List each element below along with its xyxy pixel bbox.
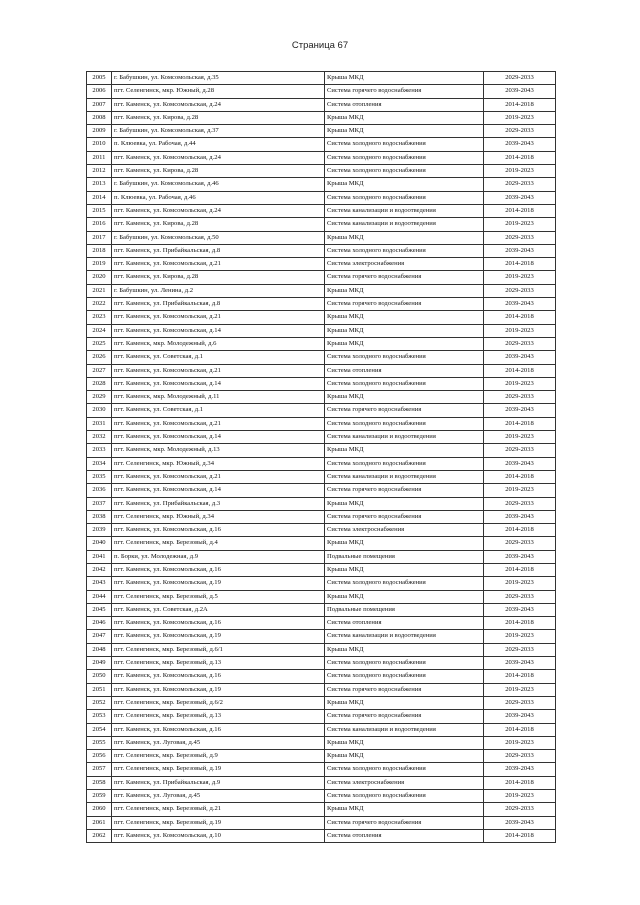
row-address: пгт. Селенгинск, мкр. Березовый, д.13 xyxy=(112,710,325,723)
row-system: Система холодного водоснабжения xyxy=(325,790,484,803)
row-number: 2026 xyxy=(87,351,112,364)
table-row xyxy=(87,377,556,390)
table-row xyxy=(87,617,556,630)
row-period: 2014-2018 xyxy=(484,258,556,271)
row-system: Крыша МКД xyxy=(325,497,484,510)
row-address: пгт. Каменск, ул. Советская, д.1 xyxy=(112,404,325,417)
table-row xyxy=(87,577,556,590)
table-row xyxy=(87,497,556,510)
table-row xyxy=(87,218,556,231)
row-period: 2029-2033 xyxy=(484,444,556,457)
row-address: пгт. Каменск, ул. Прибайкальская, д.9 xyxy=(112,776,325,789)
row-number: 2059 xyxy=(87,790,112,803)
table-row xyxy=(87,165,556,178)
row-address: г. Бабушкин, ул. Комсомольская, д.37 xyxy=(112,125,325,138)
row-address: пгт. Каменск, ул. Кирова, д.28 xyxy=(112,111,325,124)
row-number: 2055 xyxy=(87,736,112,749)
row-address: пгт. Каменск, ул. Кирова, д.28 xyxy=(112,218,325,231)
row-number: 2057 xyxy=(87,763,112,776)
row-number: 2011 xyxy=(87,151,112,164)
row-address: п. Клюевка, ул. Рабочая, д.46 xyxy=(112,191,325,204)
row-system: Крыша МКД xyxy=(325,391,484,404)
row-system: Система электроснабжения xyxy=(325,776,484,789)
row-system: Крыша МКД xyxy=(325,111,484,124)
row-number: 2018 xyxy=(87,244,112,257)
row-system: Крыша МКД xyxy=(325,324,484,337)
row-system: Система холодного водоснабжения xyxy=(325,377,484,390)
table-row xyxy=(87,723,556,736)
row-number: 2048 xyxy=(87,643,112,656)
row-system: Система холодного водоснабжения xyxy=(325,457,484,470)
row-address: пгт. Каменск, ул. Комсомольская, д.10 xyxy=(112,829,325,842)
row-address: пгт. Селенгинск, мкр. Южный, д.34 xyxy=(112,510,325,523)
table-row xyxy=(87,85,556,98)
row-number: 2010 xyxy=(87,138,112,151)
table-row xyxy=(87,563,556,576)
row-number: 2041 xyxy=(87,550,112,563)
row-period: 2014-2018 xyxy=(484,470,556,483)
table-row xyxy=(87,271,556,284)
row-period: 2019-2023 xyxy=(484,577,556,590)
row-system: Система отопления xyxy=(325,617,484,630)
row-address: п. Борки, ул. Молодежная, д.9 xyxy=(112,550,325,563)
registry-table xyxy=(86,71,556,843)
row-system: Система отопления xyxy=(325,364,484,377)
row-number: 2017 xyxy=(87,231,112,244)
row-address: пгт. Каменск, ул. Прибайкальская, д.8 xyxy=(112,244,325,257)
row-system: Система холодного водоснабжения xyxy=(325,417,484,430)
row-period: 2039-2043 xyxy=(484,457,556,470)
row-address: пгт. Селенгинск, мкр. Березовый, д.4 xyxy=(112,537,325,550)
table-row xyxy=(87,72,556,85)
row-period: 2019-2023 xyxy=(484,377,556,390)
row-number: 2019 xyxy=(87,258,112,271)
table-row xyxy=(87,191,556,204)
row-number: 2012 xyxy=(87,165,112,178)
row-period: 2039-2043 xyxy=(484,603,556,616)
row-address: п. Клюевка, ул. Рабочая, д.44 xyxy=(112,138,325,151)
table-row xyxy=(87,431,556,444)
row-address: пгт. Каменск, ул. Комсомольская, д.24 xyxy=(112,98,325,111)
table-row xyxy=(87,816,556,829)
row-address: пгт. Каменск, ул. Советская, д.2А xyxy=(112,603,325,616)
row-system: Система горячего водоснабжения xyxy=(325,510,484,523)
row-number: 2047 xyxy=(87,630,112,643)
row-address: пгт. Каменск, ул. Комсомольская, д.21 xyxy=(112,364,325,377)
row-period: 2039-2043 xyxy=(484,298,556,311)
row-number: 2062 xyxy=(87,829,112,842)
row-period: 2039-2043 xyxy=(484,710,556,723)
table-row xyxy=(87,457,556,470)
row-number: 2056 xyxy=(87,750,112,763)
row-number: 2046 xyxy=(87,617,112,630)
row-system: Система отопления xyxy=(325,829,484,842)
row-system: Система холодного водоснабжения xyxy=(325,191,484,204)
row-period: 2039-2043 xyxy=(484,191,556,204)
table-row xyxy=(87,803,556,816)
row-system: Система холодного водоснабжения xyxy=(325,763,484,776)
row-address: пгт. Каменск, ул. Комсомольская, д.14 xyxy=(112,324,325,337)
row-number: 2039 xyxy=(87,524,112,537)
registry-table-body xyxy=(87,72,556,843)
row-address: пгт. Каменск, ул. Комсомольская, д.21 xyxy=(112,311,325,324)
row-address: пгт. Селенгинск, мкр. Березовый, д.6/1 xyxy=(112,643,325,656)
row-number: 2008 xyxy=(87,111,112,124)
row-system: Система канализации и водоотведения xyxy=(325,470,484,483)
table-row xyxy=(87,151,556,164)
row-number: 2034 xyxy=(87,457,112,470)
row-address: пгт. Каменск, ул. Советская, д.1 xyxy=(112,351,325,364)
table-row xyxy=(87,298,556,311)
row-system: Система холодного водоснабжения xyxy=(325,244,484,257)
row-address: пгт. Каменск, ул. Кирова, д.28 xyxy=(112,271,325,284)
table-row xyxy=(87,643,556,656)
row-number: 2040 xyxy=(87,537,112,550)
row-period: 2014-2018 xyxy=(484,563,556,576)
row-period: 2039-2043 xyxy=(484,404,556,417)
row-period: 2014-2018 xyxy=(484,151,556,164)
row-system: Крыша МКД xyxy=(325,643,484,656)
row-period: 2019-2023 xyxy=(484,431,556,444)
row-period: 2039-2043 xyxy=(484,550,556,563)
row-period: 2029-2033 xyxy=(484,750,556,763)
row-address: пгт. Селенгинск, мкр. Березовый, д.21 xyxy=(112,803,325,816)
row-period: 2029-2033 xyxy=(484,72,556,85)
table-row xyxy=(87,258,556,271)
row-system: Крыша МКД xyxy=(325,284,484,297)
row-number: 2030 xyxy=(87,404,112,417)
table-row xyxy=(87,590,556,603)
row-period: 2039-2043 xyxy=(484,138,556,151)
table-row xyxy=(87,231,556,244)
row-number: 2038 xyxy=(87,510,112,523)
row-address: пгт. Каменск, мкр. Молодежный, д.6 xyxy=(112,337,325,350)
row-period: 2014-2018 xyxy=(484,98,556,111)
row-address: пгт. Каменск, ул. Комсомольская, д.14 xyxy=(112,377,325,390)
row-system: Система холодного водоснабжения xyxy=(325,577,484,590)
row-address: пгт. Каменск, ул. Комсомольская, д.16 xyxy=(112,563,325,576)
row-number: 2021 xyxy=(87,284,112,297)
row-address: пгт. Каменск, ул. Луговая, д.45 xyxy=(112,736,325,749)
row-address: пгт. Селенгинск, мкр. Березовый, д.19 xyxy=(112,763,325,776)
row-period: 2014-2018 xyxy=(484,417,556,430)
row-system: Система канализации и водоотведения xyxy=(325,431,484,444)
table-row xyxy=(87,98,556,111)
table-row xyxy=(87,657,556,670)
row-system: Система горячего водоснабжения xyxy=(325,710,484,723)
row-address: г. Бабушкин, ул. Комсомольская, д.35 xyxy=(112,72,325,85)
row-address: пгт. Каменск, ул. Прибайкальская, д.8 xyxy=(112,298,325,311)
row-number: 2024 xyxy=(87,324,112,337)
row-number: 2029 xyxy=(87,391,112,404)
row-number: 2060 xyxy=(87,803,112,816)
row-address: пгт. Каменск, ул. Комсомольская, д.21 xyxy=(112,417,325,430)
row-number: 2049 xyxy=(87,657,112,670)
row-number: 2037 xyxy=(87,497,112,510)
row-period: 2019-2023 xyxy=(484,683,556,696)
row-address: пгт. Селенгинск, мкр. Березовый, д.19 xyxy=(112,816,325,829)
table-row xyxy=(87,138,556,151)
row-address: пгт. Селенгинск, мкр. Березовый, д.6/2 xyxy=(112,696,325,709)
row-period: 2014-2018 xyxy=(484,670,556,683)
table-row xyxy=(87,537,556,550)
row-address: пгт. Каменск, ул. Комсомольская, д.21 xyxy=(112,470,325,483)
row-period: 2029-2033 xyxy=(484,497,556,510)
row-address: пгт. Селенгинск, мкр. Березовый, д.9 xyxy=(112,750,325,763)
row-address: пгт. Селенгинск, мкр. Южный, д.34 xyxy=(112,457,325,470)
row-system: Крыша МКД xyxy=(325,736,484,749)
row-number: 2020 xyxy=(87,271,112,284)
row-address: пгт. Каменск, ул. Комсомольская, д.16 xyxy=(112,617,325,630)
row-system: Крыша МКД xyxy=(325,590,484,603)
row-system: Подвальные помещения xyxy=(325,550,484,563)
row-number: 2005 xyxy=(87,72,112,85)
row-number: 2035 xyxy=(87,470,112,483)
row-system: Система горячего водоснабжения xyxy=(325,404,484,417)
row-number: 2014 xyxy=(87,191,112,204)
row-system: Крыша МКД xyxy=(325,444,484,457)
row-address: пгт. Каменск, ул. Комсомольская, д.19 xyxy=(112,630,325,643)
row-system: Крыша МКД xyxy=(325,178,484,191)
row-address: пгт. Каменск, ул. Луговая, д.45 xyxy=(112,790,325,803)
table-row xyxy=(87,696,556,709)
row-period: 2039-2043 xyxy=(484,657,556,670)
row-system: Крыша МКД xyxy=(325,72,484,85)
row-period: 2029-2033 xyxy=(484,337,556,350)
table-row xyxy=(87,603,556,616)
row-system: Крыша МКД xyxy=(325,750,484,763)
row-period: 2014-2018 xyxy=(484,776,556,789)
row-period: 2019-2023 xyxy=(484,630,556,643)
row-number: 2031 xyxy=(87,417,112,430)
row-period: 2014-2018 xyxy=(484,617,556,630)
row-period: 2014-2018 xyxy=(484,829,556,842)
row-system: Система горячего водоснабжения xyxy=(325,816,484,829)
row-period: 2014-2018 xyxy=(484,311,556,324)
row-address: пгт. Каменск, мкр. Молодежный, д.11 xyxy=(112,391,325,404)
row-system: Крыша МКД xyxy=(325,537,484,550)
table-row xyxy=(87,417,556,430)
row-period: 2039-2043 xyxy=(484,816,556,829)
row-address: г. Бабушкин, ул. Комсомольская, д.50 xyxy=(112,231,325,244)
row-number: 2028 xyxy=(87,377,112,390)
row-number: 2025 xyxy=(87,337,112,350)
table-row xyxy=(87,736,556,749)
row-period: 2014-2018 xyxy=(484,364,556,377)
row-period: 2019-2023 xyxy=(484,790,556,803)
row-number: 2036 xyxy=(87,484,112,497)
row-system: Крыша МКД xyxy=(325,337,484,350)
row-system: Крыша МКД xyxy=(325,231,484,244)
row-period: 2014-2018 xyxy=(484,524,556,537)
row-number: 2052 xyxy=(87,696,112,709)
row-period: 2029-2033 xyxy=(484,178,556,191)
row-period: 2029-2033 xyxy=(484,284,556,297)
row-number: 2009 xyxy=(87,125,112,138)
row-period: 2019-2023 xyxy=(484,484,556,497)
row-address: пгт. Каменск, ул. Комсомольская, д.14 xyxy=(112,431,325,444)
row-system: Подвальные помещения xyxy=(325,603,484,616)
row-address: пгт. Каменск, ул. Кирова, д.28 xyxy=(112,165,325,178)
row-system: Система холодного водоснабжения xyxy=(325,351,484,364)
table-row xyxy=(87,750,556,763)
table-row xyxy=(87,776,556,789)
table-row xyxy=(87,111,556,124)
row-period: 2019-2023 xyxy=(484,218,556,231)
row-system: Система горячего водоснабжения xyxy=(325,298,484,311)
row-period: 2019-2023 xyxy=(484,736,556,749)
row-system: Система электроснабжения xyxy=(325,258,484,271)
table-row xyxy=(87,484,556,497)
table-row xyxy=(87,204,556,217)
row-number: 2033 xyxy=(87,444,112,457)
row-period: 2019-2023 xyxy=(484,165,556,178)
row-number: 2058 xyxy=(87,776,112,789)
row-period: 2029-2033 xyxy=(484,537,556,550)
row-number: 2013 xyxy=(87,178,112,191)
row-period: 2039-2043 xyxy=(484,85,556,98)
row-system: Крыша МКД xyxy=(325,696,484,709)
table-row xyxy=(87,763,556,776)
row-address: пгт. Селенгинск, мкр. Березовый, д.5 xyxy=(112,590,325,603)
row-address: пгт. Каменск, мкр. Молодежный, д.13 xyxy=(112,444,325,457)
row-address: пгт. Каменск, ул. Комсомольская, д.16 xyxy=(112,723,325,736)
row-number: 2050 xyxy=(87,670,112,683)
row-period: 2014-2018 xyxy=(484,723,556,736)
row-period: 2039-2043 xyxy=(484,510,556,523)
row-number: 2023 xyxy=(87,311,112,324)
row-period: 2019-2023 xyxy=(484,111,556,124)
row-system: Система холодного водоснабжения xyxy=(325,165,484,178)
row-system: Система электроснабжения xyxy=(325,524,484,537)
row-system: Система холодного водоснабжения xyxy=(325,670,484,683)
table-row xyxy=(87,524,556,537)
row-number: 2054 xyxy=(87,723,112,736)
page-title: Страница 67 xyxy=(291,40,349,51)
table-row xyxy=(87,364,556,377)
row-number: 2027 xyxy=(87,364,112,377)
row-system: Крыша МКД xyxy=(325,563,484,576)
table-row xyxy=(87,630,556,643)
row-period: 2029-2033 xyxy=(484,231,556,244)
table-row xyxy=(87,125,556,138)
table-row xyxy=(87,670,556,683)
row-system: Крыша МКД xyxy=(325,311,484,324)
row-address: пгт. Каменск, ул. Комсомольская, д.24 xyxy=(112,151,325,164)
row-system: Система холодного водоснабжения xyxy=(325,151,484,164)
row-number: 2043 xyxy=(87,577,112,590)
row-period: 2014-2018 xyxy=(484,204,556,217)
row-address: пгт. Каменск, ул. Комсомольская, д.16 xyxy=(112,670,325,683)
row-number: 2044 xyxy=(87,590,112,603)
table-row xyxy=(87,444,556,457)
row-system: Система канализации и водоотведения xyxy=(325,723,484,736)
row-number: 2007 xyxy=(87,98,112,111)
table-row xyxy=(87,470,556,483)
row-address: г. Бабушкин, ул. Комсомольская, д.46 xyxy=(112,178,325,191)
row-address: пгт. Каменск, ул. Прибайкальская, д.3 xyxy=(112,497,325,510)
table-row xyxy=(87,351,556,364)
table-row xyxy=(87,311,556,324)
row-address: пгт. Селенгинск, мкр. Южный, д.28 xyxy=(112,85,325,98)
row-system: Система горячего водоснабжения xyxy=(325,271,484,284)
row-system: Система канализации и водоотведения xyxy=(325,204,484,217)
row-system: Система горячего водоснабжения xyxy=(325,484,484,497)
row-period: 2039-2043 xyxy=(484,351,556,364)
table-row xyxy=(87,710,556,723)
row-address: пгт. Каменск, ул. Комсомольская, д.24 xyxy=(112,204,325,217)
row-number: 2006 xyxy=(87,85,112,98)
row-number: 2022 xyxy=(87,298,112,311)
row-period: 2029-2033 xyxy=(484,803,556,816)
row-address: г. Бабушкин, ул. Ленина, д.2 xyxy=(112,284,325,297)
row-system: Система горячего водоснабжения xyxy=(325,85,484,98)
row-address: пгт. Селенгинск, мкр. Березовый, д.13 xyxy=(112,657,325,670)
table-row xyxy=(87,790,556,803)
row-period: 2029-2033 xyxy=(484,590,556,603)
row-number: 2015 xyxy=(87,204,112,217)
row-number: 2016 xyxy=(87,218,112,231)
table-row xyxy=(87,404,556,417)
row-period: 2039-2043 xyxy=(484,763,556,776)
row-system: Система отопления xyxy=(325,98,484,111)
row-period: 2029-2033 xyxy=(484,643,556,656)
row-period: 2039-2043 xyxy=(484,244,556,257)
table-row xyxy=(87,178,556,191)
table-row xyxy=(87,337,556,350)
row-period: 2019-2023 xyxy=(484,324,556,337)
row-system: Система холодного водоснабжения xyxy=(325,657,484,670)
row-number: 2032 xyxy=(87,431,112,444)
row-system: Крыша МКД xyxy=(325,803,484,816)
table-row xyxy=(87,391,556,404)
row-number: 2051 xyxy=(87,683,112,696)
table-row xyxy=(87,244,556,257)
row-system: Система канализации и водоотведения xyxy=(325,630,484,643)
row-system: Крыша МКД xyxy=(325,125,484,138)
row-system: Система канализации и водоотведения xyxy=(325,218,484,231)
row-number: 2061 xyxy=(87,816,112,829)
row-period: 2029-2033 xyxy=(484,696,556,709)
row-system: Система горячего водоснабжения xyxy=(325,683,484,696)
table-row xyxy=(87,683,556,696)
row-address: пгт. Каменск, ул. Комсомольская, д.19 xyxy=(112,577,325,590)
table-row xyxy=(87,550,556,563)
row-number: 2053 xyxy=(87,710,112,723)
row-period: 2019-2023 xyxy=(484,271,556,284)
row-period: 2029-2033 xyxy=(484,125,556,138)
table-row xyxy=(87,324,556,337)
table-row xyxy=(87,284,556,297)
row-address: пгт. Каменск, ул. Комсомольская, д.19 xyxy=(112,683,325,696)
row-number: 2042 xyxy=(87,563,112,576)
row-number: 2045 xyxy=(87,603,112,616)
row-address: пгт. Каменск, ул. Комсомольская, д.21 xyxy=(112,258,325,271)
row-address: пгт. Каменск, ул. Комсомольская, д.14 xyxy=(112,484,325,497)
table-row xyxy=(87,829,556,842)
row-system: Система холодного водоснабжения xyxy=(325,138,484,151)
row-period: 2029-2033 xyxy=(484,391,556,404)
row-address: пгт. Каменск, ул. Комсомольская, д.16 xyxy=(112,524,325,537)
table-row xyxy=(87,510,556,523)
